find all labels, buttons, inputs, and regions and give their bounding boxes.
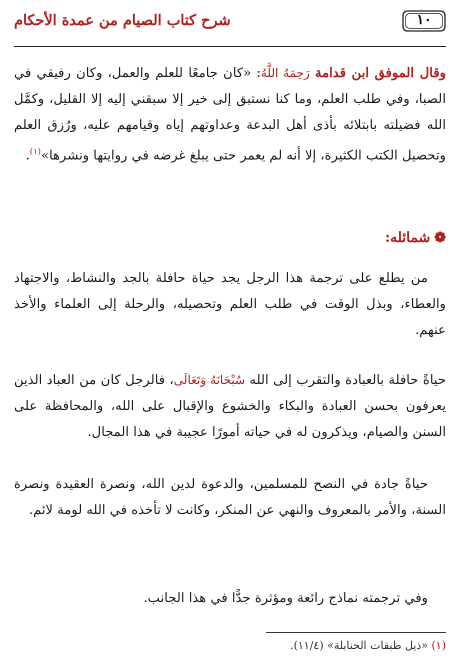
worship-text-rest: ، فالرجل كان من العباد الذين يعرفون بحسن العبادة والبكاء والخشوع والإقبال على الله، والمحافظة على السنن والصيام، ويذكرون له في حياته أمورًا عجيبة في هذا المجال. — [14, 373, 446, 440]
section-heading — [385, 230, 446, 246]
running-title: شرح كتاب الصيام من عمدة الأحكام — [14, 12, 231, 29]
footnote-ref[interactable]: (١) — [29, 147, 41, 157]
honorific-phrase: رَحِمَهُ اللَّهُ — [260, 66, 310, 80]
paragraph-worship — [14, 367, 446, 446]
paragraph-examples: وفي ترجمته نماذج رائعة ومؤثرة جدًّا في هذا الجانب. — [143, 591, 428, 606]
worship-text-start: حياةً حافلة بالعبادة والتقرب إلى الله — [249, 373, 446, 388]
footnote-text: «ذيل طبقات الحنابلة» (١١/٤). — [290, 639, 428, 652]
paragraph-intro: من يطلع على ترجمة هذا الرجل يجد حياة حافلة بالجد والنشاط، والاجتهاد والعطاء، وبذل الوقت في طلب العلم وتحصيله، والرحلة إلى العلماء والأخذ عنهم. — [14, 271, 446, 338]
paragraph-quote — [14, 60, 446, 169]
page-number: ١٠ — [416, 12, 432, 28]
paragraph-advice: حياةً جادة في النصح للمسلمين، والدعوة لدين الله، ونصرة العقيدة ونصرة السنة، والأمر بالمعروف والنهي عن المنكر، وكانت لا تأخذه في الله لومة لائم. — [14, 477, 446, 518]
speaker-name: وقال الموفق ابن قدامة — [315, 66, 447, 81]
footnote — [290, 639, 446, 652]
footnote-rule — [266, 632, 446, 633]
header-rule — [14, 46, 446, 47]
page-number-badge — [402, 10, 446, 32]
quote-end: . — [25, 148, 30, 164]
page-header — [14, 10, 446, 40]
star-ornament-icon: ❁ — [434, 230, 446, 246]
section-heading-label: شمائله: — [384, 230, 431, 246]
honorific-phrase: سُبْحَانَهُ وَتَعَالَى — [173, 373, 246, 387]
footnote-number: (١) — [431, 639, 446, 652]
quote-text: : «كان جامعًا للعلم والعمل، وكان رفيقي في الصبا، وفي طلب العلم، وما كنا نستبق إلى خير إلا سبقني إليه إلا القليل، وكمَّل الله فضيلته بابتلائه بأذى أهل البدعة وعداوتهم إياه وقيامهم عليه، ورُزق العلم وتحصيل الكتب الكثيرة، إلا أنه لم يعمر حتى يبلغ غرضه في روايتها ونشرها» — [14, 66, 446, 164]
